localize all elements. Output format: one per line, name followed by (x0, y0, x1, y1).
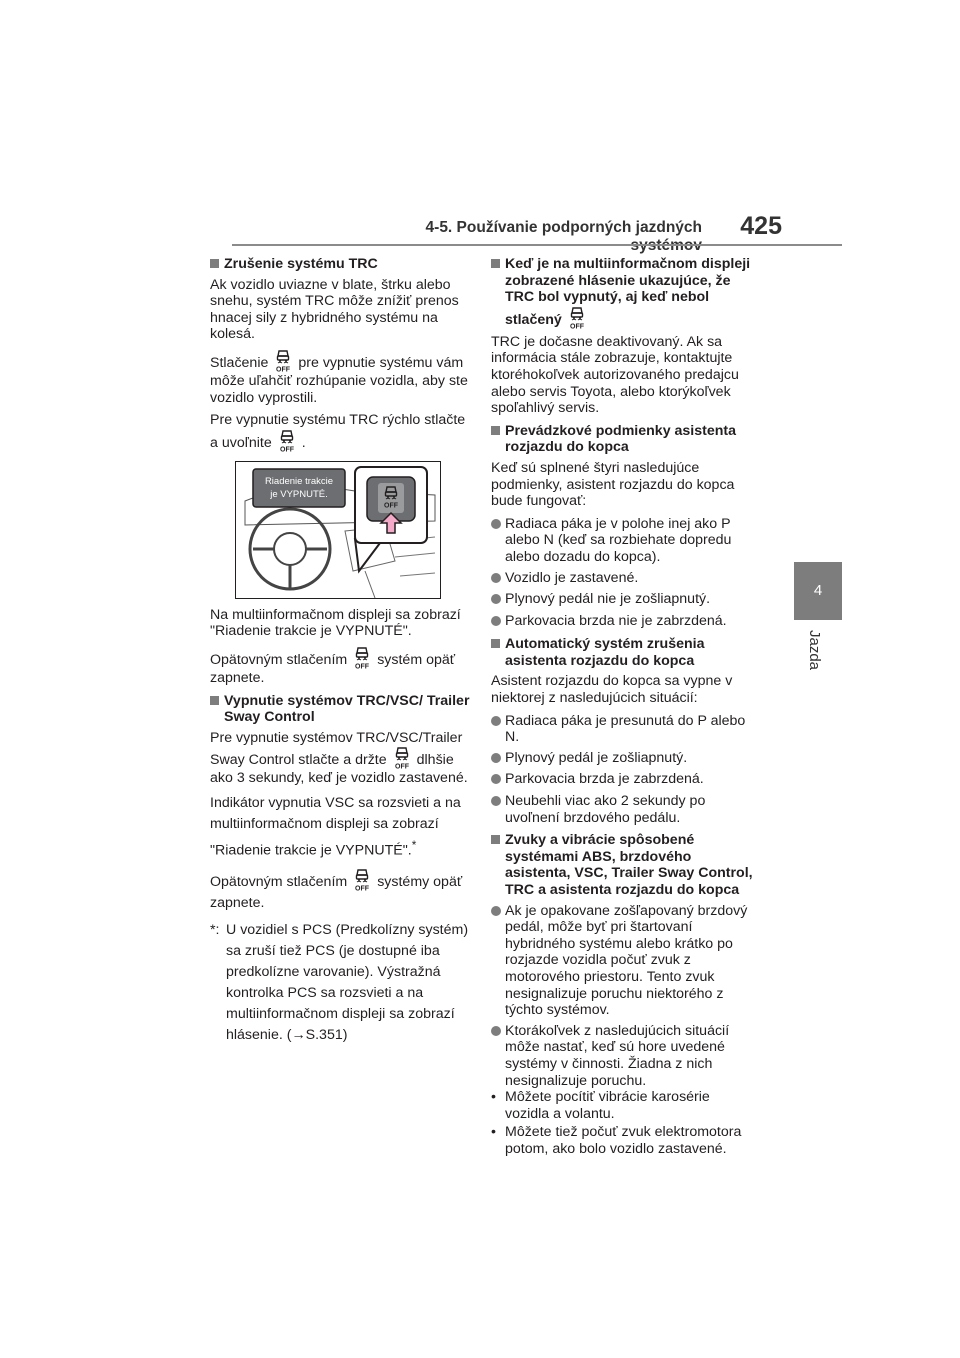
trc-paragraph-2: Stlačenie pre vypnutie systému vám môže uľahčiť rozhúpanie vozidla, aby ste vozidlo vyprostili. (210, 349, 472, 406)
trc-paragraph-5: Opätovným stlačením systém opäť zapnete. (210, 646, 472, 687)
round-bullet-icon (491, 903, 505, 1019)
list-item: Neubehli viac ako 2 sekundy po uvoľnení brzdového pedálu. (491, 793, 757, 826)
hill-start-cancel-heading: Automatický systém zrušenia asistenta rozjazdu do kopca (491, 636, 757, 669)
trc-message-heading: Keď je na multiinformačnom displeji zobrazené hlásenie ukazujúce, že TRC bol vypnutý, aj keď nebol stlačený (491, 256, 757, 330)
right-column (491, 256, 757, 1160)
vsc-off-icon (565, 306, 589, 330)
list-item: Radiaca páka je presunutá do P alebo N. (491, 713, 757, 746)
list-item: Plynový pedál je zošliapnutý. (491, 750, 757, 768)
round-bullet-icon (491, 793, 505, 826)
square-bullet-icon (491, 256, 505, 330)
dashboard-illustration (235, 461, 441, 599)
chapter-number: 4 (813, 582, 823, 599)
display-message-line2: je VYPNUTÉ. (270, 488, 328, 500)
hill-start-conditions-paragraph: Keď sú splnené štyri nasledujúce podmienky, asistent rozjazdu do kopca bude fungovať: (491, 459, 735, 510)
trc-paragraph-3: Pre vypnutie systému TRC rýchlo stlačte a uvoľnite . (210, 412, 472, 453)
sounds-vibrations-heading: Zvuky a vibrácie spôsobené systémami ABS, brzdového asistenta, VSC, Trailer Sway Control, TRC a asistenta rozjazdu do kopca (491, 832, 757, 898)
vsc-off-icon (271, 349, 295, 373)
vsc-paragraph-1: Pre vypnutie systémov TRC/VSC/Trailer Sway Control stlačte a držte dlhšie ako 3 sekundy, keď je vozidlo zastavené. (210, 729, 468, 787)
footnote-reference[interactable]: * (411, 837, 417, 852)
vsc-off-icon (350, 646, 374, 670)
chapter-label: Jazda (806, 630, 823, 671)
conditions-list (491, 516, 757, 631)
sounds-list (491, 903, 757, 1158)
list-item: Radiaca páka je v polohe inej ako P alebo N (keď sa rozbiehate dopredu alebo dozadu do kopca). (491, 516, 757, 566)
round-bullet-icon (491, 516, 505, 566)
square-bullet-icon (210, 256, 224, 273)
square-bullet-icon (210, 693, 224, 726)
vsc-off-icon (350, 868, 374, 892)
left-column (210, 256, 472, 1046)
trc-paragraph-1: Ak vozidlo uviazne v blate, štrku alebo snehu, systém TRC môže znížiť prenos hnacej sily z hybridného systému na kolesá. (210, 276, 459, 343)
square-bullet-icon (491, 423, 505, 456)
footnote-text: U vozidiel s PCS (Predkolízny systém) sa zruší tiež PCS (je dostupné iba predkolízne varovanie). Výstražná kontrolka PCS sa rozsvieti a na multiinformačnom displeji sa zobrazí hlásenie. (→S.351) (226, 921, 469, 1043)
vsc-off-icon (275, 429, 299, 453)
list-item: Plynový pedál nie je zošliapnutý. (491, 591, 757, 609)
square-bullet-icon (491, 832, 505, 898)
trc-paragraph-4: Na multiinformačnom displeji sa zobrazí "Riadenie trakcie je VYPNUTÉ". (210, 606, 461, 640)
list-item: Vozidlo je zastavené. (491, 570, 757, 588)
list-item: Ak je opakovane zošľapovaný brzdový pedál, môže byť pri štartovaní hybridného systému alebo krátko po rozjazde vozidla počuť zvuk z motorového priestoru. Tento zvuk nesignalizuje poruchu niektorého z týchto systémov. (491, 903, 757, 1019)
chapter-tab[interactable] (794, 562, 842, 620)
trc-message-paragraph: TRC je dočasne deaktivovaný. Ak sa informácia stále zobrazuje, kontaktujte ktoréhokoľvek autorizovaného predajcu alebo servis Toyota, alebo ktorýkoľvek spoľahlivý servis. (491, 333, 739, 417)
display-message-line1: Riadenie trakcie (264, 475, 334, 487)
cancel-list (491, 713, 757, 827)
footnote (210, 920, 472, 1046)
page-number: 425 (740, 212, 782, 240)
round-bullet-icon (491, 1023, 505, 1089)
round-bullet-icon (491, 750, 505, 768)
square-bullet-icon (491, 636, 505, 669)
vsc-off-heading: Vypnutie systémov TRC/VSC/ Trailer Sway Control (210, 693, 472, 726)
trc-cancel-heading: Zrušenie systému TRC (210, 256, 472, 273)
vsc-off-icon (390, 746, 414, 770)
round-bullet-icon (491, 713, 505, 746)
hill-start-cancel-paragraph: Asistent rozjazdu do kopca sa vypne v niektorej z nasledujúcich situácií: (491, 673, 733, 707)
sub-list-item: • Môžete pocítiť vibrácie karosérie vozidla a volantu. (491, 1089, 710, 1122)
hill-start-conditions-heading: Prevádzkové podmienky asistenta rozjazdu do kopca (491, 423, 757, 456)
vsc-paragraph-2: Indikátor vypnutia VSC sa rozsvieti a na multiinformačnom displeji sa zobrazí "Riadenie trakcie je VYPNUTÉ".* (210, 794, 461, 859)
list-item: Parkovacia brzda nie je zabrzdená. (491, 613, 757, 631)
header-divider (232, 244, 842, 246)
section-title: 4-5. Používanie podporných jazdných (425, 219, 702, 236)
round-bullet-icon (491, 613, 505, 631)
round-bullet-icon (491, 570, 505, 588)
list-item: Ktorákoľvek z nasledujúcich situácií môže nastať, keď sú hore uvedené systémy v činnosti. Žiadna z nich nesignalizuje poruchu. (491, 1023, 757, 1089)
round-bullet-icon (491, 591, 505, 609)
list-item: Parkovacia brzda je zabrzdená. (491, 771, 757, 789)
sub-list-item: • Môžete tiež počuť zvuk elektromotora potom, ako bolo vozidlo zastavené. (491, 1124, 742, 1157)
round-bullet-icon (491, 771, 505, 789)
footnote-mark: *: (210, 921, 220, 938)
vsc-paragraph-3: Opätovným stlačením systémy opäť zapnete. (210, 868, 472, 914)
